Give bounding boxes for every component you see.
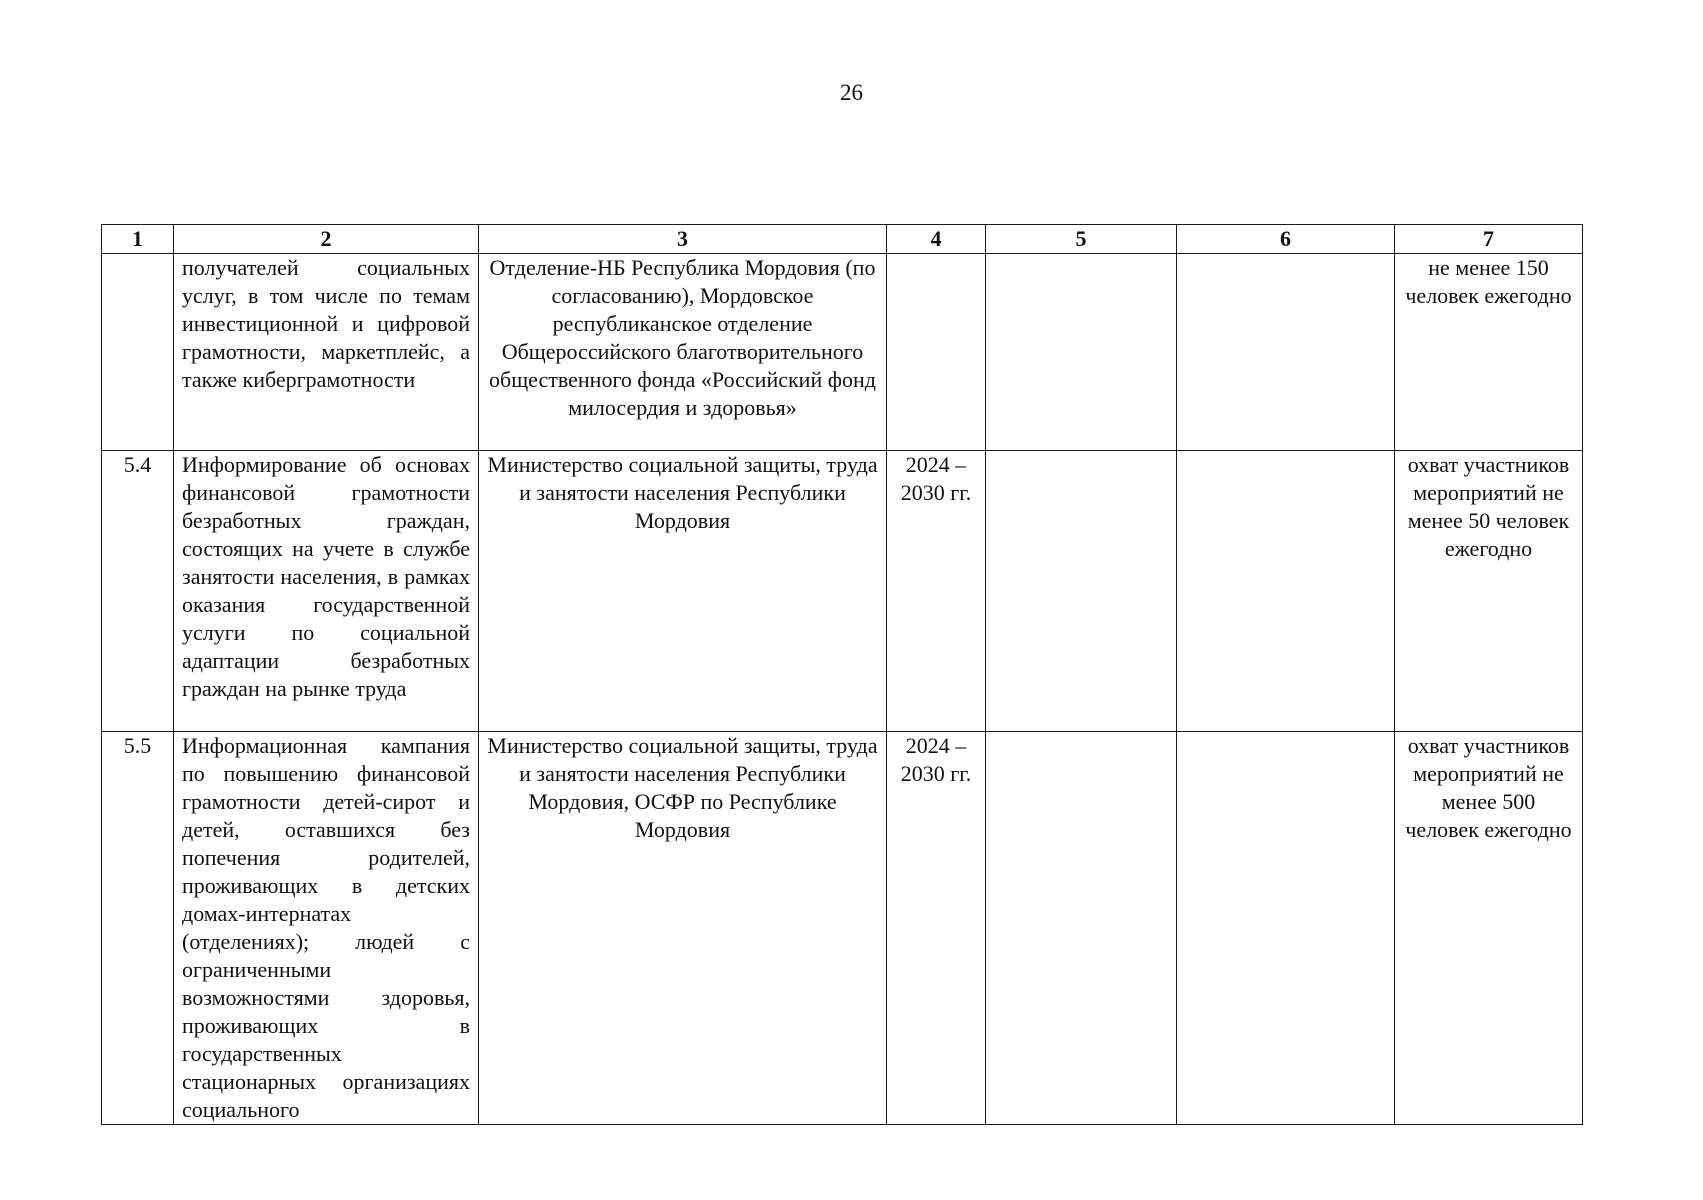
executor-cell: Отделение-НБ Республика Мордовия (по согласованию), Мордовское республиканское отделение Общероссийского благотворительного общественного фонда «Российский фонд милосердия и здоровья» bbox=[479, 254, 887, 451]
column-header-1: 1 bbox=[102, 225, 174, 254]
result-cell: охват участников мероприятий не менее 500 человек ежегодно bbox=[1395, 732, 1583, 1125]
activities-table bbox=[101, 224, 1583, 1125]
row-number-cell bbox=[102, 254, 174, 451]
period-cell: 2024 – 2030 гг. bbox=[887, 451, 986, 732]
column-header-6: 6 bbox=[1177, 225, 1395, 254]
column-header-5: 5 bbox=[986, 225, 1177, 254]
column-header-3: 3 bbox=[479, 225, 887, 254]
column-header-4: 4 bbox=[887, 225, 986, 254]
executor-cell: Министерство социальной защиты, труда и занятости населения Республики Мордовия, ОСФР по Республике Мордовия bbox=[479, 732, 887, 1125]
column-5-cell bbox=[986, 451, 1177, 732]
description-cell: Информационная кампания по повышению финансовой грамотности детей-сирот и детей, оставшихся без попечения родителей, проживающих в детских домах-интернатах (отделениях); людей с ограниченными возможностями здоровья, проживающих в государственных стационарных организациях социального bbox=[174, 732, 479, 1125]
table-row bbox=[102, 254, 1583, 451]
result-cell: охват участников мероприятий не менее 50 человек ежегодно bbox=[1395, 451, 1583, 732]
row-number-cell: 5.4 bbox=[102, 451, 174, 732]
table-row bbox=[102, 451, 1583, 732]
page-number: 26 bbox=[840, 80, 863, 105]
column-5-cell bbox=[986, 732, 1177, 1125]
column-header-2: 2 bbox=[174, 225, 479, 254]
column-5-cell bbox=[986, 254, 1177, 451]
column-6-cell bbox=[1177, 254, 1395, 451]
table-row bbox=[102, 732, 1583, 1125]
column-6-cell bbox=[1177, 451, 1395, 732]
description-cell: Информирование об основах финансовой грамотности безработных граждан, состоящих на учете в службе занятости населения, в рамках оказания государственной услуги по социальной адаптации безработных граждан на рынке труда bbox=[174, 451, 479, 732]
period-cell: 2024 – 2030 гг. bbox=[887, 732, 986, 1125]
row-number-cell: 5.5 bbox=[102, 732, 174, 1125]
result-cell: не менее 150 человек ежегодно bbox=[1395, 254, 1583, 451]
description-cell: получателей социальных услуг, в том числе по темам инвестиционной и цифровой грамотности, маркетплейс, а также киберграмотности bbox=[174, 254, 479, 451]
column-6-cell bbox=[1177, 732, 1395, 1125]
table-header-row bbox=[102, 225, 1583, 254]
period-cell bbox=[887, 254, 986, 451]
executor-cell: Министерство социальной защиты, труда и занятости населения Республики Мордовия bbox=[479, 451, 887, 732]
column-header-7: 7 bbox=[1395, 225, 1583, 254]
